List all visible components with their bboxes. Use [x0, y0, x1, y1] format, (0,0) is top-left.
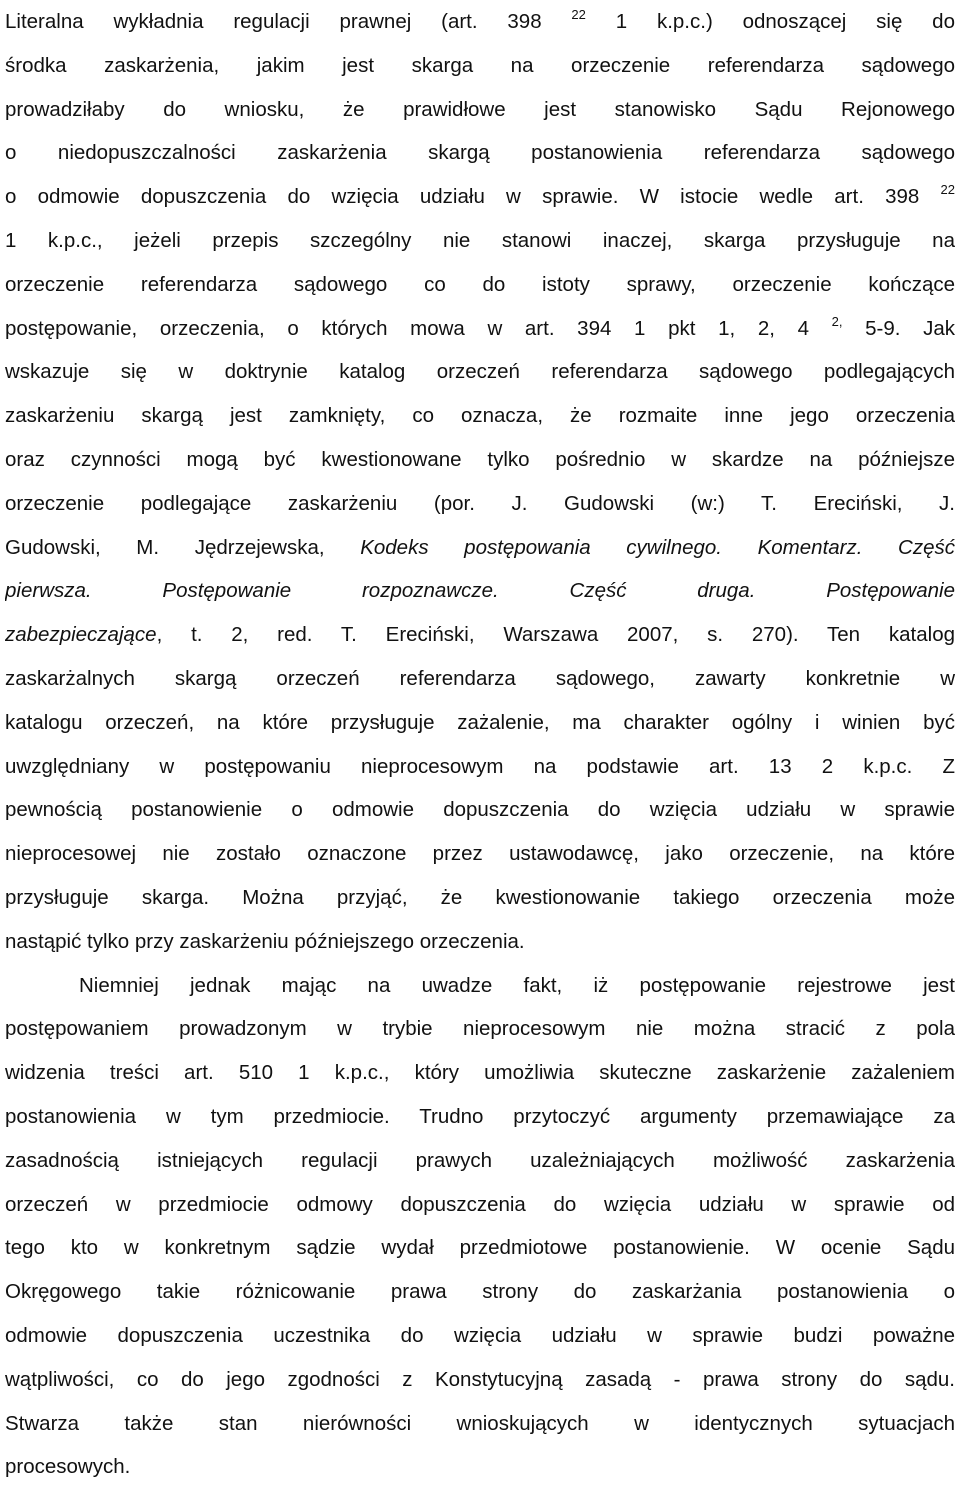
text-line: 1 k.p.c., jeżeli przepis szczególny nie stanowi inaczej, skarga przysługuje na: [5, 228, 955, 252]
text-line: Literalna wykładnia regulacji prawnej (art. 398 $^{22}$ 1 k.p.c.) odnoszącej się do: [5, 7, 955, 33]
text-line: widzenia treści art. 510 1 k.p.c., który umożliwia skuteczne zaskarżenie zażaleniem: [5, 1061, 955, 1085]
text-line: uwzględniany w postępowaniu nieprocesowym na podstawie art. 13 2 k.p.c. Z: [5, 754, 955, 778]
text-line: o odmowie dopuszczenia do wzięcia udziału w sprawie. W istocie wedle art. 398 $^{22}$: [5, 182, 955, 209]
text-line: nieprocesowej nie zostało oznaczone przez ustawodawcę, jako orzeczenie, na które: [5, 842, 955, 866]
text-line: postępowaniem prowadzonym w trybie nieprocesowym nie można stracić z pola: [5, 1017, 955, 1041]
text-line: środka zaskarżenia, jakim jest skarga na orzeczenie referendarza sądowego: [5, 53, 955, 77]
text-line: postępowanie, orzeczenia, o których mowa w art. 394 1 pkt 1, 2, 4 $^{2,}$ 5-9. Jak: [5, 313, 955, 340]
text-line: Niemniej jednak mając na uwadze fakt, iż postępowanie rejestrowe jest: [79, 973, 955, 997]
text-line: o niedopuszczalności zaskarżenia skargą postanowienia referendarza sądowego: [5, 141, 955, 165]
text-line: pewnością postanowienie o odmowie dopuszczenia do wzięcia udziału w sprawie: [5, 798, 955, 822]
text-line: zaskarżalnych skargą orzeczeń referendarza sądowego, zawarty konkretnie w: [5, 666, 955, 690]
text-line: Gudowski, M. Jędrzejewska, Kodeks postępowania cywilnego. Komentarz. Część: [5, 535, 955, 559]
text-line: przysługuje skarga. Można przyjąć, że kwestionowanie takiego orzeczenia może: [5, 885, 955, 909]
text-line: zasadnością istniejących regulacji prawych uzależniających możliwość zaskarżenia: [5, 1148, 955, 1172]
text-line: orzeczenie referendarza sądowego co do istoty sprawy, orzeczenie kończące: [5, 272, 955, 296]
text-line: zabezpieczające, t. 2, red. T. Ereciński, Warszawa 2007, s. 270). Ten katalog: [5, 623, 955, 647]
text-line: nastąpić tylko przy zaskarżeniu późniejszego orzeczenia.: [5, 929, 525, 953]
text-line: zaskarżeniu skargą jest zamknięty, co oznacza, że rozmaite inne jego orzeczenia: [5, 404, 955, 428]
document-body: [5, 2, 955, 1491]
text-line: orzeczeń w przedmiocie odmowy dopuszczenia do wzięcia udziału w sprawie od: [5, 1192, 955, 1216]
text-line: procesowych.: [5, 1455, 131, 1479]
text-line: tego kto w konkretnym sądzie wydał przedmiotowe postanowienie. W ocenie Sądu: [5, 1236, 955, 1260]
text-line: wątpliwości, co do jego zgodności z Konstytucyjną zasadą - prawa strony do sądu.: [5, 1367, 955, 1391]
text-line: oraz czynności mogą być kwestionowane tylko pośrednio w skardze na późniejsze: [5, 447, 955, 471]
text-line: orzeczenie podlegające zaskarżeniu (por. J. Gudowski (w:) T. Ereciński, J.: [5, 491, 955, 515]
text-line: prowadziłaby do wniosku, że prawidłowe jest stanowisko Sądu Rejonowego: [5, 97, 955, 121]
text-line: katalogu orzeczeń, na które przysługuje zażalenie, ma charakter ogólny i winien być: [5, 710, 955, 734]
text-line: wskazuje się w doktrynie katalog orzeczeń referendarza sądowego podlegających: [5, 360, 955, 384]
text-line: odmowie dopuszczenia uczestnika do wzięcia udziału w sprawie budzi poważne: [5, 1323, 955, 1347]
text-line: postanowienia w tym przedmiocie. Trudno przytoczyć argumenty przemawiające za: [5, 1104, 955, 1128]
text-line: pierwsza. Postępowanie rozpoznawcze. Część druga. Postępowanie: [5, 579, 955, 603]
text-line: Stwarza także stan nierówności wnioskujących w identycznych sytuacjach: [5, 1411, 955, 1435]
text-line: Okręgowego takie różnicowanie prawa strony do zaskarżania postanowienia o: [5, 1280, 955, 1304]
